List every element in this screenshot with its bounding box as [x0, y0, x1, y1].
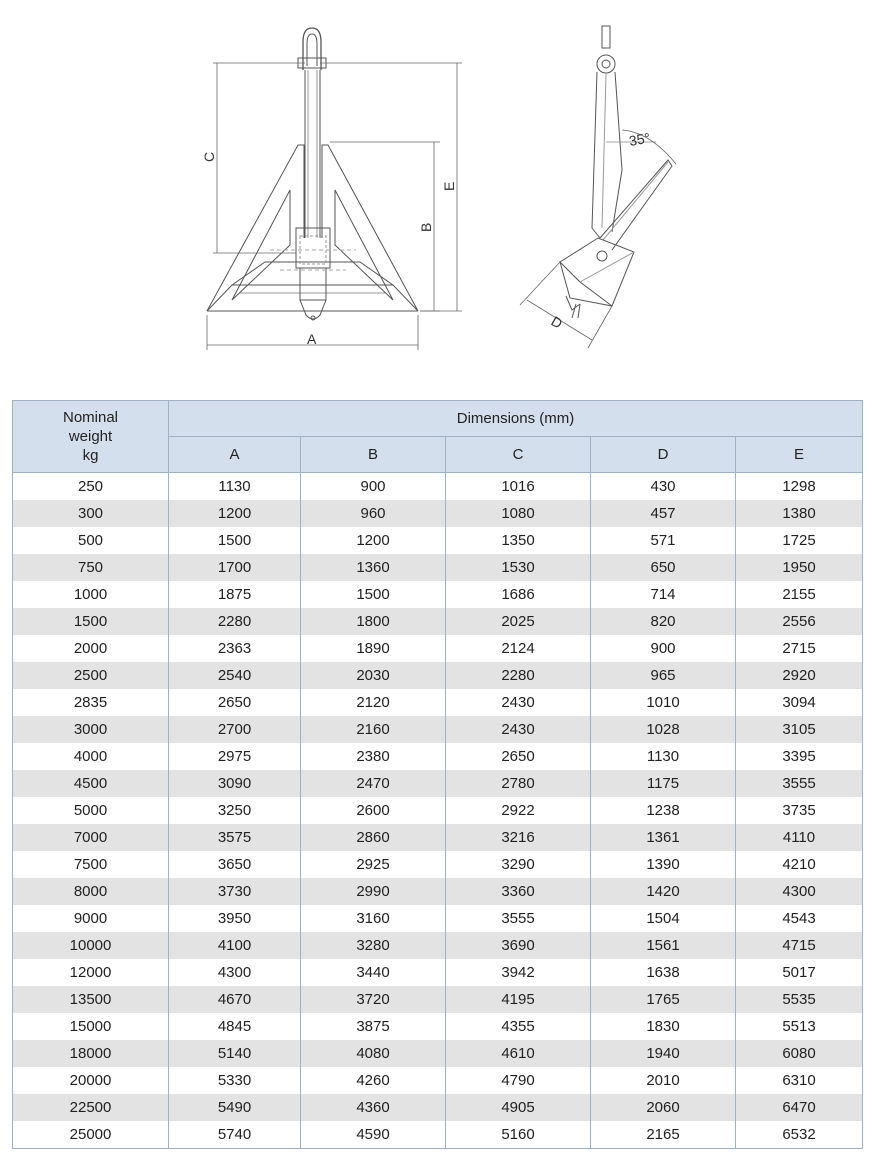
table-row	[13, 473, 863, 501]
cell-a: 2975	[169, 743, 301, 770]
cell-e: 1725	[736, 527, 863, 554]
cell-b: 4080	[301, 1040, 446, 1067]
cell-c: 1016	[446, 473, 591, 501]
cell-weight: 3000	[13, 716, 169, 743]
cell-d: 457	[591, 500, 736, 527]
table-row	[13, 1040, 863, 1067]
cell-d: 2060	[591, 1094, 736, 1121]
cell-d: 1765	[591, 986, 736, 1013]
cell-weight: 18000	[13, 1040, 169, 1067]
cell-d: 1175	[591, 770, 736, 797]
table-row	[13, 662, 863, 689]
table-row	[13, 959, 863, 986]
dimension-label-e: E	[441, 181, 457, 191]
table-row	[13, 689, 863, 716]
cell-weight: 7000	[13, 824, 169, 851]
cell-weight: 8000	[13, 878, 169, 905]
cell-a: 5330	[169, 1067, 301, 1094]
table-row	[13, 1094, 863, 1121]
side-dimension-lines	[520, 130, 676, 348]
cell-e: 3735	[736, 797, 863, 824]
cell-a: 2540	[169, 662, 301, 689]
column-header-e: E	[736, 437, 863, 473]
table-body	[13, 473, 863, 1149]
cell-c: 2025	[446, 608, 591, 635]
cell-a: 4670	[169, 986, 301, 1013]
cell-e: 5513	[736, 1013, 863, 1040]
cell-c: 1350	[446, 527, 591, 554]
cell-d: 1361	[591, 824, 736, 851]
cell-c: 4905	[446, 1094, 591, 1121]
cell-c: 2650	[446, 743, 591, 770]
cell-c: 3360	[446, 878, 591, 905]
cell-c: 3690	[446, 932, 591, 959]
cell-a: 4100	[169, 932, 301, 959]
cell-weight: 20000	[13, 1067, 169, 1094]
anchor-front-view	[207, 28, 418, 320]
cell-a: 5740	[169, 1121, 301, 1149]
anchor-drawings	[0, 0, 875, 390]
column-header-a: A	[169, 437, 301, 473]
cell-c: 3555	[446, 905, 591, 932]
cell-d: 1238	[591, 797, 736, 824]
cell-b: 960	[301, 500, 446, 527]
cell-b: 2120	[301, 689, 446, 716]
cell-d: 430	[591, 473, 736, 501]
cell-d: 2010	[591, 1067, 736, 1094]
cell-a: 5490	[169, 1094, 301, 1121]
column-header-d: D	[591, 437, 736, 473]
cell-c: 2430	[446, 689, 591, 716]
cell-e: 2556	[736, 608, 863, 635]
cell-c: 3942	[446, 959, 591, 986]
cell-a: 2280	[169, 608, 301, 635]
cell-weight: 7500	[13, 851, 169, 878]
cell-weight: 2000	[13, 635, 169, 662]
cell-weight: 2500	[13, 662, 169, 689]
table-row	[13, 932, 863, 959]
cell-e: 4110	[736, 824, 863, 851]
table-row	[13, 851, 863, 878]
cell-b: 900	[301, 473, 446, 501]
cell-weight: 10000	[13, 932, 169, 959]
cell-d: 1504	[591, 905, 736, 932]
weight-header-line: weight	[68, 428, 113, 445]
table-row	[13, 500, 863, 527]
cell-c: 2124	[446, 635, 591, 662]
cell-a: 1700	[169, 554, 301, 581]
cell-a: 3730	[169, 878, 301, 905]
table-row	[13, 905, 863, 932]
cell-a: 2363	[169, 635, 301, 662]
cell-c: 2430	[446, 716, 591, 743]
cell-b: 2600	[301, 797, 446, 824]
cell-c: 1080	[446, 500, 591, 527]
cell-e: 5017	[736, 959, 863, 986]
cell-b: 3280	[301, 932, 446, 959]
anchor-side-view	[560, 26, 672, 318]
cell-b: 3160	[301, 905, 446, 932]
cell-a: 1500	[169, 527, 301, 554]
cell-e: 3555	[736, 770, 863, 797]
cell-b: 3720	[301, 986, 446, 1013]
cell-weight: 750	[13, 554, 169, 581]
table-row	[13, 1121, 863, 1149]
cell-e: 6532	[736, 1121, 863, 1149]
cell-b: 2470	[301, 770, 446, 797]
cell-weight: 5000	[13, 797, 169, 824]
cell-weight: 300	[13, 500, 169, 527]
table-row	[13, 1067, 863, 1094]
cell-b: 2925	[301, 851, 446, 878]
table-row	[13, 986, 863, 1013]
cell-c: 5160	[446, 1121, 591, 1149]
cell-c: 2922	[446, 797, 591, 824]
cell-c: 2780	[446, 770, 591, 797]
cell-d: 571	[591, 527, 736, 554]
cell-weight: 12000	[13, 959, 169, 986]
cell-b: 4590	[301, 1121, 446, 1149]
table-row	[13, 770, 863, 797]
cell-d: 900	[591, 635, 736, 662]
table-row	[13, 527, 863, 554]
cell-b: 1360	[301, 554, 446, 581]
cell-b: 2860	[301, 824, 446, 851]
column-header-b: B	[301, 437, 446, 473]
cell-e: 2155	[736, 581, 863, 608]
cell-e: 2920	[736, 662, 863, 689]
cell-a: 3090	[169, 770, 301, 797]
cell-e: 1298	[736, 473, 863, 501]
cell-weight: 1000	[13, 581, 169, 608]
cell-d: 714	[591, 581, 736, 608]
cell-d: 650	[591, 554, 736, 581]
cell-c: 4610	[446, 1040, 591, 1067]
cell-d: 1638	[591, 959, 736, 986]
table-row	[13, 797, 863, 824]
cell-e: 2715	[736, 635, 863, 662]
cell-weight: 4000	[13, 743, 169, 770]
dimension-label-d: D	[548, 312, 566, 332]
angle-label: 35°	[627, 129, 652, 149]
cell-d: 820	[591, 608, 736, 635]
cell-e: 1950	[736, 554, 863, 581]
cell-c: 3290	[446, 851, 591, 878]
cell-weight: 15000	[13, 1013, 169, 1040]
anchor-dimensions-table	[12, 400, 863, 1149]
cell-a: 3250	[169, 797, 301, 824]
cell-d: 965	[591, 662, 736, 689]
cell-weight: 25000	[13, 1121, 169, 1149]
cell-b: 3875	[301, 1013, 446, 1040]
table-row	[13, 716, 863, 743]
cell-c: 3216	[446, 824, 591, 851]
cell-a: 1875	[169, 581, 301, 608]
cell-a: 4300	[169, 959, 301, 986]
cell-weight: 500	[13, 527, 169, 554]
cell-a: 1200	[169, 500, 301, 527]
cell-e: 6470	[736, 1094, 863, 1121]
cell-d: 1010	[591, 689, 736, 716]
cell-e: 3395	[736, 743, 863, 770]
cell-b: 1200	[301, 527, 446, 554]
dimension-label-a: A	[307, 331, 317, 347]
cell-e: 1380	[736, 500, 863, 527]
cell-c: 4355	[446, 1013, 591, 1040]
cell-a: 3950	[169, 905, 301, 932]
cell-b: 1800	[301, 608, 446, 635]
cell-weight: 1500	[13, 608, 169, 635]
weight-header-line: kg	[82, 447, 99, 464]
column-header-c: C	[446, 437, 591, 473]
table-header-row	[13, 401, 863, 437]
table-row	[13, 581, 863, 608]
table-row	[13, 878, 863, 905]
cell-c: 1686	[446, 581, 591, 608]
weight-header-line: Nominal	[62, 409, 119, 426]
cell-weight: 250	[13, 473, 169, 501]
cell-e: 3094	[736, 689, 863, 716]
cell-b: 4260	[301, 1067, 446, 1094]
cell-c: 4790	[446, 1067, 591, 1094]
cell-d: 1390	[591, 851, 736, 878]
cell-e: 6080	[736, 1040, 863, 1067]
cell-d: 1940	[591, 1040, 736, 1067]
cell-b: 1890	[301, 635, 446, 662]
cell-c: 2280	[446, 662, 591, 689]
weight-header	[13, 401, 169, 473]
cell-d: 1130	[591, 743, 736, 770]
cell-a: 3650	[169, 851, 301, 878]
cell-weight: 13500	[13, 986, 169, 1013]
dimensions-group-header: Dimensions (mm)	[169, 401, 863, 437]
cell-e: 4210	[736, 851, 863, 878]
dimension-label-c: C	[201, 151, 217, 162]
cell-d: 1028	[591, 716, 736, 743]
cell-a: 2700	[169, 716, 301, 743]
cell-weight: 2835	[13, 689, 169, 716]
cell-weight: 9000	[13, 905, 169, 932]
cell-weight: 4500	[13, 770, 169, 797]
cell-a: 5140	[169, 1040, 301, 1067]
cell-b: 3440	[301, 959, 446, 986]
cell-d: 2165	[591, 1121, 736, 1149]
table-row	[13, 824, 863, 851]
table-row	[13, 635, 863, 662]
table-row	[13, 554, 863, 581]
cell-b: 2380	[301, 743, 446, 770]
cell-b: 1500	[301, 581, 446, 608]
cell-e: 4715	[736, 932, 863, 959]
cell-a: 2650	[169, 689, 301, 716]
cell-e: 6310	[736, 1067, 863, 1094]
cell-e: 3105	[736, 716, 863, 743]
cell-a: 1130	[169, 473, 301, 501]
table-row	[13, 1013, 863, 1040]
cell-b: 4360	[301, 1094, 446, 1121]
cell-a: 3575	[169, 824, 301, 851]
cell-e: 4543	[736, 905, 863, 932]
cell-b: 2160	[301, 716, 446, 743]
cell-b: 2030	[301, 662, 446, 689]
cell-c: 1530	[446, 554, 591, 581]
table-row	[13, 608, 863, 635]
cell-a: 4845	[169, 1013, 301, 1040]
cell-c: 4195	[446, 986, 591, 1013]
dimension-label-b: B	[418, 222, 434, 232]
cell-b: 2990	[301, 878, 446, 905]
cell-d: 1830	[591, 1013, 736, 1040]
cell-weight: 22500	[13, 1094, 169, 1121]
cell-e: 4300	[736, 878, 863, 905]
table-row	[13, 743, 863, 770]
cell-d: 1561	[591, 932, 736, 959]
cell-d: 1420	[591, 878, 736, 905]
cell-e: 5535	[736, 986, 863, 1013]
